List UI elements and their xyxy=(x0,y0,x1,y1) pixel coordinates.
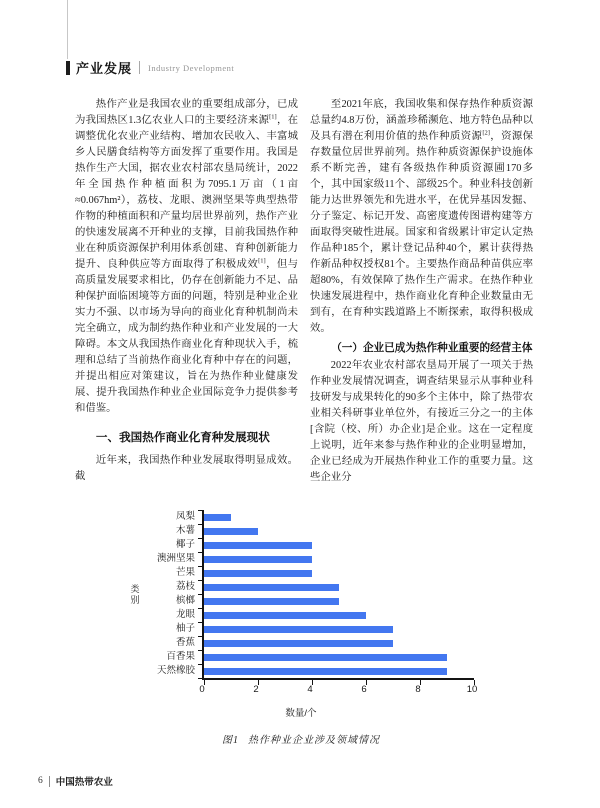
paragraph-text: ，在调整优化农业产业结构、增加农民收入、丰富城乡人民膳食结构等方面发挥了重要作用。我国是热作生产大国，据农业农村部农垦局统计，2022年全国热作种植面积为7095.1万亩（1亩≈0.067hm²），荔枝、龙眼、澳洲坚果等典型热带作物的种植面积和产量均居世界前列，热作产业的快速发展离不开种业的支撑，目前我国热作种业在种质资源保护利用体系创建、育种创新能力提升、良种供应等方面取得了积极成效 xyxy=(75,115,298,270)
chart-x-tick-label: 2 xyxy=(253,684,259,695)
chart-y-tick xyxy=(198,650,202,651)
chart-plot xyxy=(202,510,474,680)
chart-categories xyxy=(142,510,202,680)
page-footer xyxy=(38,774,113,788)
chart-x-axis-label: 数量/个 xyxy=(285,708,317,719)
chart-bar xyxy=(204,640,393,647)
figure-caption xyxy=(128,731,474,746)
chart-bar xyxy=(204,668,447,675)
chart-category-label: 槟榔 xyxy=(175,595,195,606)
chart-category-label: 凤梨 xyxy=(175,511,195,522)
chart-category-label: 香蕉 xyxy=(175,637,195,648)
page-number: 6 xyxy=(38,776,43,786)
section-heading-1: 一、我国热作商业化育种发展现状 xyxy=(95,431,270,444)
chart-bar xyxy=(204,654,447,661)
chart-bar xyxy=(204,584,339,591)
subsection-heading-1: （一）企业已成为热作种业重要的经营主体 xyxy=(331,342,533,354)
chart-y-tick xyxy=(198,622,202,623)
journal-name: 中国热带农业 xyxy=(55,777,113,788)
chart-bar xyxy=(204,598,339,605)
chart-x-tick-label: 8 xyxy=(415,684,421,695)
figure-1-bar-chart xyxy=(128,510,478,746)
chart-category-label: 荔枝 xyxy=(175,581,195,592)
chart-x-tick-label: 4 xyxy=(307,684,313,695)
chart-x-tick-label: 0 xyxy=(199,684,205,695)
header-marker-bar xyxy=(66,61,70,75)
chart-category-label: 木薯 xyxy=(175,525,195,536)
chart-bar xyxy=(204,612,366,619)
chart-bar xyxy=(204,514,231,521)
chart-category-label: 龙眼 xyxy=(175,609,195,620)
chart-x-tick-labels xyxy=(199,684,478,696)
paragraph-text: 至2021年底，我国收集和保存热作种质资源总量约4.8万份，涵盖珍稀濒危、地方特色品种以及具有潜在利用价值的热作种质资源 xyxy=(310,99,533,142)
chart-category-label: 澳洲坚果 xyxy=(156,553,195,564)
left-column xyxy=(75,97,298,485)
chart-y-tick xyxy=(198,678,202,679)
paragraph-text: ，资源保存数量位居世界前列。热作种质资源保护设施体系不断完善，建有各级热作种质资源圃170多个，其中国家级11个、部级25个。种业科技创新能力达世界领先和先进水平，在优异基因发掘、分子鉴定、标记开发、高密度遗传图谱构建等方面取得突破性进展。国家和省级累计审定认定热作品种185个，累计登记品种40个，累计获得热作新品种权授权81个。主要热作商品种苗供应率超80%，有效保障了热作生产需求。在热作种业快速发展进程中，热作商业化育种企业数量由无到有，在育种实践道路上不断探索，取得积极成效。 xyxy=(310,131,534,334)
chart-y-tick xyxy=(198,594,202,595)
header-divider xyxy=(139,61,140,74)
figure-caption-text: 热作种业企业涉及领域情况 xyxy=(248,735,380,746)
top-margin-rule xyxy=(67,0,68,59)
header-title-zh: 产业发展 xyxy=(76,61,133,76)
chart-bar xyxy=(204,528,258,535)
chart-bar xyxy=(204,626,393,633)
chart-y-tick xyxy=(198,664,202,665)
chart-category-label: 椰子 xyxy=(175,539,195,550)
chart-category-label: 柚子 xyxy=(175,623,195,634)
paragraph-current-status: 近年来，我国热作种业发展取得明显成效。截 xyxy=(75,455,298,482)
chart-x-tick-label: 10 xyxy=(466,684,478,695)
paragraph-resources xyxy=(310,97,533,337)
chart-y-tick xyxy=(198,636,202,637)
chart-category-label: 天然橡胶 xyxy=(156,665,195,676)
chart-y-tick xyxy=(198,510,202,511)
right-column xyxy=(310,97,533,486)
citation-superscript: [2] xyxy=(482,129,490,137)
footer-divider xyxy=(49,776,50,787)
figure-caption-label: 图1 xyxy=(222,735,239,746)
paragraph-text: 热作产业是我国农业的重要组成部分，已成为我国热区1.3亿农业人口的主要经济来源 xyxy=(75,99,298,126)
chart-y-tick xyxy=(198,566,202,567)
chart-y-tick xyxy=(198,580,202,581)
paragraph-intro xyxy=(75,97,298,417)
chart-bar xyxy=(204,542,312,549)
chart-y-tick xyxy=(198,524,202,525)
header-title-en: Industry Development xyxy=(148,62,235,73)
chart-y-tick xyxy=(198,538,202,539)
chart-bar xyxy=(204,556,312,563)
paragraph-text: ，但与高质量发展要求相比，仍存在创新能力不足、品种保护面临困境等方面的问题，特别是种业企业实力不强、以市场为导向的商业化育种机制尚未完全确立，成为制约热作种业和产业发展的一大障碍。本文从我国热作商业化育种现状入手，梳理和总结了当前热作商业化育种中存在的问题，并提出相应对策建议，旨在为热作种业健康发展、提升我国热作种业企业国际竞争力提供参考和借鉴。 xyxy=(75,259,298,414)
chart-category-label: 百香果 xyxy=(166,651,195,662)
chart-category-label: 芒果 xyxy=(175,567,195,578)
chart-x-tick-label: 6 xyxy=(361,684,367,695)
citation-superscript: [1] xyxy=(269,113,277,121)
page-header xyxy=(66,58,234,77)
chart-y-axis-label: 类别 xyxy=(129,584,140,606)
citation-superscript: [1] xyxy=(258,257,266,265)
paragraph-survey: 2022年农业农村部农垦局开展了一项关于热作种业发展情况调查，调查结果显示从事种业科技研发与成果转化的90多个主体中，除了热带农业相关科研事业单位外，有接近三分之一的主体[含院（校、所）办企业]是企业。这在一定程度上说明，近年来参与热作种业的企业明显增加，企业已经成为开展热作种业工作的重要力量。这些企业分 xyxy=(310,360,533,483)
chart-y-tick xyxy=(198,608,202,609)
chart-bar xyxy=(204,570,312,577)
chart-y-tick xyxy=(198,552,202,553)
